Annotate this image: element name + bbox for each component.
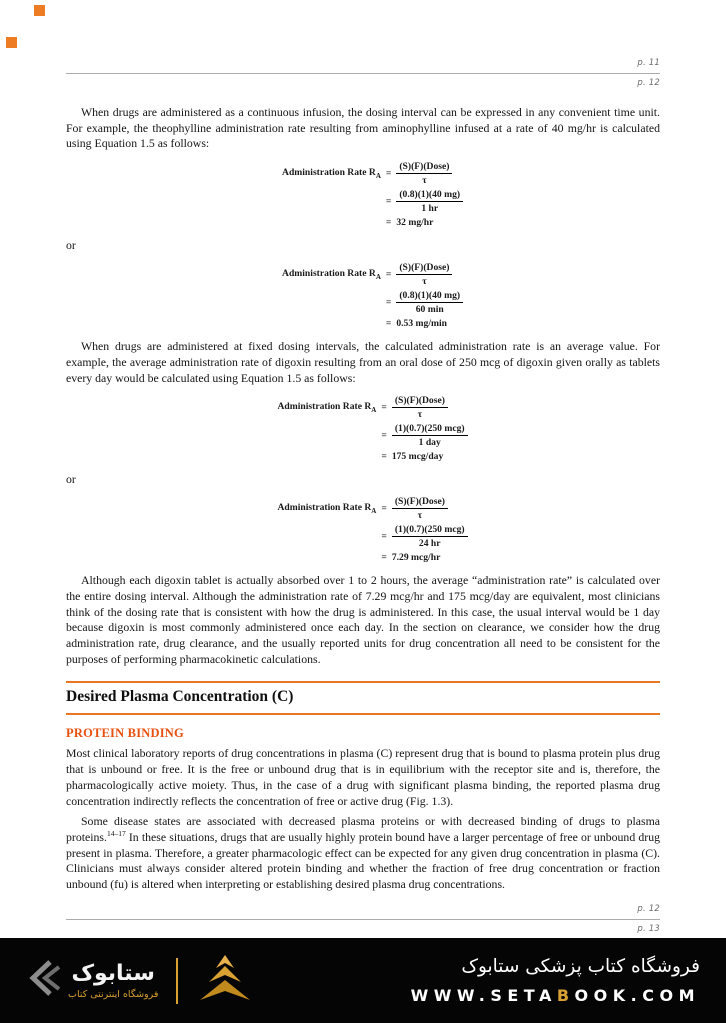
equation-block-theophylline-min bbox=[66, 262, 660, 329]
page-ref-footer bbox=[66, 903, 660, 935]
equation-label: Administration Rate $R_A$ bbox=[282, 167, 381, 181]
equation-result: 175 mcg/day bbox=[391, 451, 444, 463]
equals-sign: = bbox=[381, 430, 387, 442]
fraction: $\frac{(0.8)(1)(40 mg)}{1 hr}$ bbox=[396, 189, 463, 214]
paragraph-fixed-intervals: When drugs are administered at fixed dosing intervals, the calculated administration rate is an average value. For example, the average administration rate of digoxin resulting from an oral dose of 250 mcg of digoxin given orally as tablets every day would be calculated using Equation 1.5 as follows: bbox=[66, 339, 660, 385]
page-ref-top-below: p. 12 bbox=[637, 78, 660, 88]
equals-sign: = bbox=[381, 402, 387, 414]
fraction: $\frac{\text{(S)(F)(Dose)}}{\tau}$ bbox=[392, 496, 448, 521]
paragraph-average-rate: Although each digoxin tablet is actually absorbed over 1 to 2 hours, the average “administration rate” is calculated over the entire dosing interval. Although the administration rate of 7.29 mcg/hr and 175 mcg/day are equivalent, most clinicians think of the dosing rate that is consistent with how the drug is administered. In this case, the usual interval would be 1 day because digoxin is most commonly administered once each day. In the section on clearance, we consider how the drug administration rate, drug clearance, and the usually reported units for drug concentration all need to be consistent for the purposes of performing pharmacokinetic calculations. bbox=[66, 573, 660, 666]
fraction: $\frac{\text{(S)(F)(Dose)}}{\tau}$ bbox=[392, 395, 448, 420]
section-rule-top bbox=[66, 681, 660, 683]
page-ref-bottom-above: p. 12 bbox=[637, 903, 660, 914]
page-ref-header bbox=[66, 57, 660, 89]
website-url: WWW.SETABOOK.COM bbox=[410, 985, 700, 1005]
equals-sign: = bbox=[385, 217, 392, 229]
fraction: $\frac{(0.8)(1)(40 mg)}{60 \min}$ bbox=[396, 290, 463, 315]
annotation-marker-icon bbox=[6, 37, 17, 48]
equals-sign: = bbox=[381, 552, 387, 564]
footer-divider bbox=[176, 958, 178, 1004]
paragraph-protein-binding: Most clinical laboratory reports of drug concentrations in plasma (C) represent drug that is bound to plasma protein plus drug that is unbound or free. It is the free or unbound drug that is in equilibrium with the receptor site and is, therefore, the pharmacologically active moiety. Thus, in the case of a drug with significant plasma binding, the reported plasma drug concentration indirectly reflects the concentration of free or active drug (Fig. 1.3). bbox=[66, 746, 660, 808]
equation-block-digoxin-day bbox=[66, 395, 660, 462]
fraction: $\frac{\text{(S)(F)(Dose)}}{\tau}$ bbox=[396, 262, 452, 287]
annotation-marker-icon bbox=[34, 5, 45, 16]
brand-name: ستابوک bbox=[71, 960, 155, 986]
equals-sign: = bbox=[385, 168, 392, 180]
or-label: or bbox=[66, 238, 76, 253]
or-label: or bbox=[66, 472, 76, 487]
setabook-logo bbox=[26, 957, 158, 1004]
chevron-left-icon bbox=[26, 957, 60, 1004]
equals-sign: = bbox=[381, 503, 387, 515]
equation-block-digoxin-hr bbox=[66, 496, 660, 563]
equation-label: Administration Rate $R_A$ bbox=[277, 502, 377, 516]
equation-label: Administration Rate $R_A$ bbox=[277, 401, 377, 415]
section-rule-bottom bbox=[66, 713, 660, 715]
equals-sign: = bbox=[381, 451, 387, 463]
paragraph-infusion: When drugs are administered as a continuous infusion, the dosing interval can be expressed in any convenient time unit. For example, the theophylline administration rate resulting from aminophylline infused at a rate of 40 mg/hr is calculated using Equation 1.5 as follows: bbox=[66, 105, 660, 151]
equals-sign: = bbox=[381, 531, 387, 543]
equals-sign: = bbox=[385, 269, 392, 281]
paragraph-disease-states: Some disease states are associated with decreased plasma proteins or with decreased binding of drugs to plasma proteins.$^{14-17}$ In these situations, drugs that are usually highly protein bound have a larger percentage of free or unbound drug present in plasma. Therefore, a greater pharmacologic effect can be expected for any given drug concentration in plasma (C). Clinicians must always consider altered protein binding and whether the fraction of free drug concentration or fraction unbound (fu) is altered when interpreting or establishing desired plasma drug concentrations. bbox=[66, 814, 660, 892]
fraction: $\frac{\text{(1)(0.7)(250 mcg)}}{\text{1 day}}$ bbox=[392, 423, 468, 448]
brand-tagline: فروشگاه اینترنتی کتاب bbox=[68, 988, 159, 1000]
page-ref-bottom-below: p. 13 bbox=[637, 923, 660, 934]
equals-sign: = bbox=[385, 297, 392, 309]
triangle-logo-icon bbox=[196, 955, 254, 1006]
equation-label: Administration Rate $R_A$ bbox=[282, 268, 381, 282]
page-break-divider bbox=[66, 73, 660, 74]
publisher-footer bbox=[0, 938, 726, 1023]
section-heading: Desired Plasma Concentration (C) bbox=[66, 688, 294, 706]
protein-binding-heading: PROTEIN BINDING bbox=[66, 726, 184, 741]
equation-result: 32 mg/hr bbox=[396, 217, 434, 229]
equation-result: 0.53 mg/min bbox=[396, 318, 447, 330]
fraction: $\frac{\text{(1)(0.7)(250 mcg)}}{24 hr}$ bbox=[392, 524, 468, 549]
equals-sign: = bbox=[385, 318, 392, 330]
equation-result: 7.29 mcg/hr bbox=[391, 552, 441, 564]
reference-superscript: 14–17 bbox=[106, 829, 126, 839]
page-ref-top-above: p. 11 bbox=[637, 58, 660, 68]
fraction: $\frac{\text{(S)(F)(Dose)}}{\tau}$ bbox=[396, 161, 452, 186]
shop-title: فروشگاه کتاب پزشکی ستابوک bbox=[461, 955, 700, 977]
equals-sign: = bbox=[385, 196, 392, 208]
page-break-divider bbox=[66, 919, 660, 920]
equation-block-theophylline-hr bbox=[66, 161, 660, 228]
